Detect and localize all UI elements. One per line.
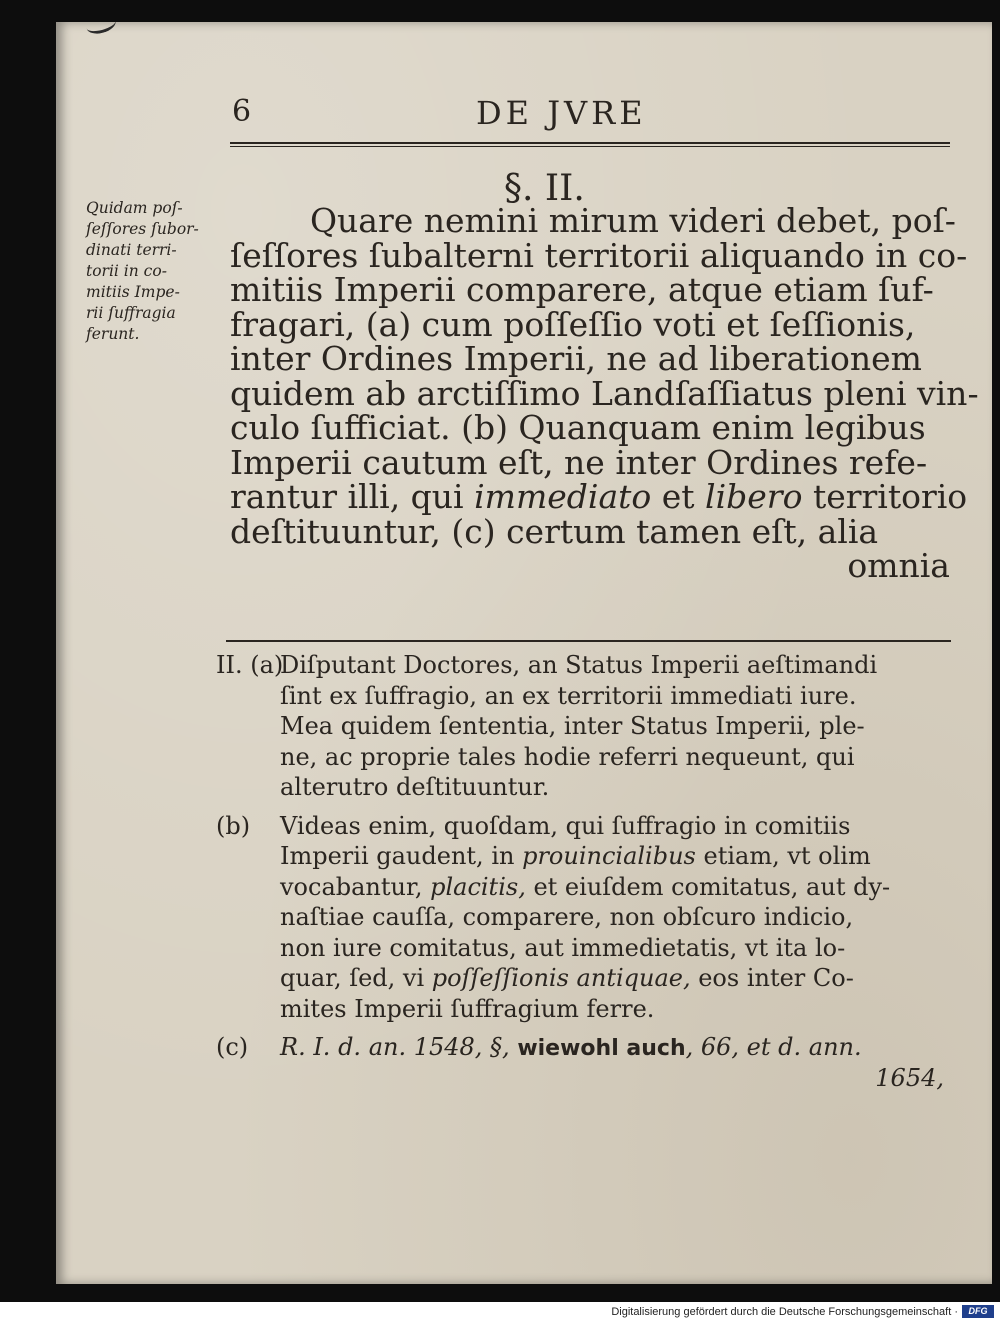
footnote-c-line [216, 1063, 956, 1094]
dfg-logo: DFG [962, 1305, 994, 1318]
header-rule [230, 142, 950, 147]
footnote-b-line: mites Imperii ſuffragium ferre. [280, 994, 655, 1023]
catchword: omnia [847, 546, 950, 585]
footnote-c-fraktur: wiewohl auch [517, 1036, 686, 1061]
footnote-b-text: vocabantur, [280, 872, 431, 901]
footnote-rule [226, 640, 951, 642]
footnote-b-text: eos inter Co- [690, 964, 854, 992]
footnote-b-italic: placitis, [430, 872, 526, 901]
footnote-b-text: Videas enim, quoſdam, qui ſuffragio in comitiis [280, 811, 851, 840]
body-text-run: rantur illi, qui [230, 477, 475, 516]
spacer [216, 1024, 956, 1032]
footnote-b-line: naſtiae cauſſa, comparere, non obſcuro indicio, [280, 903, 854, 931]
footnote-a-line: ne, ac proprie tales hodie referri nequeunt, qui [280, 742, 855, 771]
footnote-b-text: et eiuſdem comitatus, aut dy- [525, 872, 891, 901]
footnote-c-line [216, 1032, 956, 1063]
body-line: ſeſſores ſubalterni territorii aliquando in co- [230, 235, 968, 275]
body-line: deſtituuntur, (c) certum tamen eſt, alia [230, 511, 879, 551]
body-text [230, 201, 979, 585]
body-line: culo ſufficiat. (b) Quanquam enim legibus [230, 408, 926, 447]
body-line: quidem ab arctiſſimo Landſaſſiatus pleni vin- [230, 373, 979, 413]
footnote-c-ref: R. I. d. an. 1548, §, [280, 1033, 518, 1061]
body-line: Quare nemini mirum videri debet, poſ- [310, 201, 956, 240]
footnote-a-label: II. (a) [216, 651, 284, 679]
footnote-c-ref: 1654, [875, 1063, 944, 1092]
book-page [56, 22, 992, 1284]
footnote-b-line [216, 841, 956, 872]
body-line: fragari, (a) cum poſſeſſio voti et ſeſſionis, [230, 304, 916, 344]
footnote-b-line [216, 963, 956, 994]
margin-note-line: dinati terri- [86, 241, 177, 259]
body-italic-libero: libero [705, 477, 803, 516]
footnote-a-line: ſint ex ſuffragio, an ex territorii immediati iure. [280, 681, 857, 710]
footnote-b-italic: poſſeſſionis antiquae, [431, 964, 691, 992]
body-text-run: territorio [802, 477, 968, 516]
credit-text: Digitalisierung gefördert durch die Deutsche Forschungsgemeinschaft · [611, 1306, 958, 1318]
margin-note-line: ferunt. [86, 325, 140, 343]
footnote-b-line [216, 811, 956, 842]
footnote-a-line [216, 650, 956, 681]
body-line [230, 477, 968, 516]
body-line: inter Ordines Imperii, ne ad liberationem [230, 339, 922, 378]
footnote-b-line [216, 872, 956, 903]
margin-note-line: mitiis Impe- [86, 283, 180, 301]
spacer [216, 803, 956, 811]
footnote-b-italic: prouincialibus [522, 842, 696, 870]
margin-note-line: rii ſuffragia [86, 304, 176, 322]
footnote-b-text: Imperii gaudent, in [280, 842, 523, 870]
footnote-a-line: Mea quidem ſententia, inter Status Imperii, ple- [280, 712, 865, 740]
margin-note-line: Quidam poſ- [86, 199, 183, 217]
margin-note-line: ſeſſores ſubor- [86, 220, 199, 238]
running-title: DE JVRE [476, 94, 647, 132]
footnote-a-line: alterutro deſtituuntur. [280, 773, 550, 801]
footnote-c-label: (c) [216, 1033, 249, 1061]
footnote-c-ref: , 66, et d. ann. [685, 1033, 862, 1061]
footnote-b-text: etiam, vt olim [695, 842, 871, 870]
footnote-b-text: quar, ſed, vi [280, 964, 432, 992]
body-text-run: et [651, 477, 706, 516]
margin-note-line: torii in co- [86, 262, 167, 280]
section-heading: §. II. [504, 168, 585, 209]
body-italic-immediato: immediato [474, 477, 652, 516]
footnote-a-text: Diſputant Doctores, an Status Imperii aeſtimandi [280, 651, 878, 679]
page-number: 6 [232, 94, 252, 129]
body-line: Imperii cautum eſt, ne inter Ordines refe- [230, 442, 928, 482]
footnote-b-line: non iure comitatus, aut immedietatis, vt ita lo- [280, 933, 846, 962]
credit-bar [0, 1302, 1000, 1322]
footnotes [216, 650, 956, 1093]
body-line: mitiis Imperii comparere, atque etiam ſuf- [230, 270, 934, 309]
margin-note [86, 198, 236, 345]
footnote-b-label: (b) [216, 811, 251, 840]
